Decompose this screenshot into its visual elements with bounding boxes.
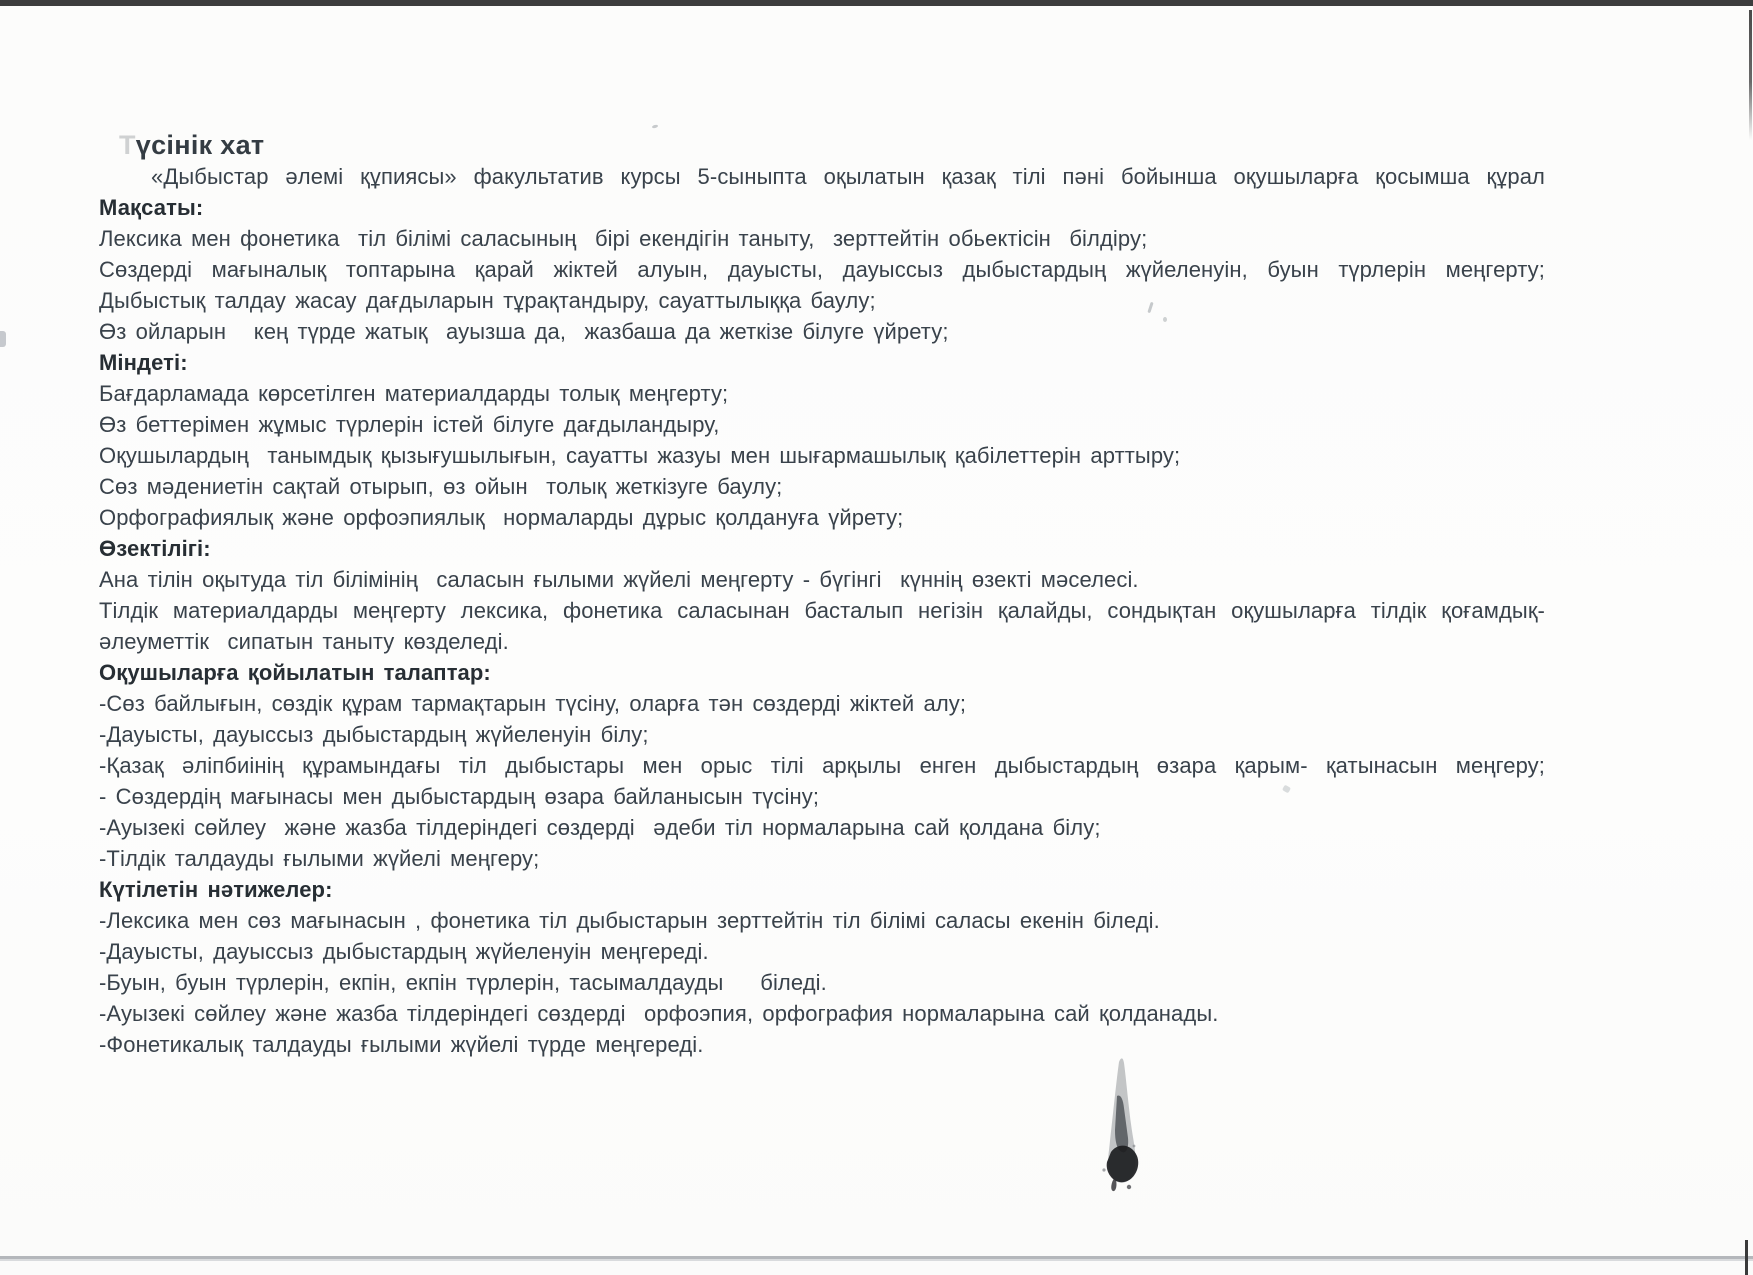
document-title <box>119 128 264 162</box>
text-line: -Тілдік талдауды ғылыми жүйелі меңгеру; <box>99 846 540 871</box>
text-line: Өз ойларын кең түрде жатық ауызша да, жазбаша да жеткізе білуге үйрету; <box>99 319 949 344</box>
section-heading: Мақсаты: <box>99 195 204 220</box>
section-heading: Күтілетін нәтижелер: <box>99 877 333 902</box>
ink-blot <box>1082 1056 1162 1196</box>
section-heading: Міндеті: <box>99 350 188 375</box>
text-line: әлеуметтік сипатын таныту көзделеді. <box>99 629 509 654</box>
text-line: -Қазақ әліпбиінің құрамындағы тіл дыбыстары мен орыс тілі арқылы енген дыбыстардың өзара қарым- қатынасын меңгеру; <box>99 753 1545 778</box>
scan-speck <box>1163 317 1167 322</box>
scanner-edge-right-bottom <box>1745 1240 1748 1275</box>
text-line: - Сөздердің мағынасы мен дыбыстардың өзара байланысын түсіну; <box>99 784 820 809</box>
text-line: «Дыбыстар әлемі құпиясы» факультатив курсы 5-сыныпта оқылатын қазақ тілі пәні бойынша оқушыларға қосымша құрал <box>151 164 1545 189</box>
text-line: Сөз мәдениетін сақтай отырып, өз ойын толық жеткізуге баулу; <box>99 474 783 499</box>
text-line: Тілдік материалдарды меңгерту лексика, фонетика саласынан басталып негізін қалайды, сондықтан оқушыларға тілдік қоғамдық- <box>99 598 1545 623</box>
text-line: -Лексика мен сөз мағынасын , фонетика тіл дыбыстарын зерттейтін тіл білімі саласы екенін біледі. <box>99 908 1160 933</box>
text-line: Сөздерді мағыналық топтарына қарай жіктей алуын, дауысты, дауыссыз дыбыстардың жүйеленуін, буын түрлерін меңгерту; <box>99 257 1545 282</box>
section-heading: Өзектілігі: <box>99 536 211 561</box>
scanner-edge-bottom-shadow <box>0 1259 1753 1261</box>
text-line: -Буын, буын түрлерін, екпін, екпін түрлерін, тасымалдауды біледі. <box>99 970 827 995</box>
text-line: Ана тілін оқытуда тіл білімінің саласын ғылыми жүйелі меңгерту - бүгінгі күннің өзекті мәселесі. <box>99 567 1139 592</box>
text-line: -Фонетикалық талдауды ғылыми жүйелі түрде меңгереді. <box>99 1032 704 1057</box>
scan-speck <box>0 331 6 347</box>
text-line: -Дауысты, дауыссыз дыбыстардың жүйеленуін меңгереді. <box>99 939 709 964</box>
text-line: -Дауысты, дауыссыз дыбыстардың жүйеленуін білу; <box>99 722 649 747</box>
title-text: үсінік хат <box>135 130 265 160</box>
text-line: Лексика мен фонетика тіл білімі саласының бірі екендігін таныту, зерттейтін обьектісін білдіру; <box>99 226 1148 251</box>
document-body <box>99 161 1545 1060</box>
scanner-edge-right-top <box>1749 10 1752 140</box>
scanner-edge-top <box>0 0 1753 6</box>
text-line: -Сөз байлығын, сөздік құрам тармақтарын түсіну, оларға тән сөздерді жіктей алу; <box>99 691 967 716</box>
text-line: Бағдарламада көрсетілген материалдарды толық меңгерту; <box>99 381 729 406</box>
text-line: Орфографиялық және орфоэпиялық нормаларды дұрыс қолдануға үйрету; <box>99 505 904 530</box>
text-line: Дыбыстық талдау жасау дағдыларын тұрақтандыру, сауаттылыққа баулу; <box>99 288 876 313</box>
text-line: Оқушылардың танымдық қызығушылығын, сауатты жазуы мен шығармашылық қабілеттерін арттыру; <box>99 443 1181 468</box>
title-faded-initial: Т <box>119 130 136 160</box>
text-line: -Ауызекі сөйлеу және жазба тілдеріндегі сөздерді әдеби тіл нормаларына сай қолдана білу; <box>99 815 1101 840</box>
text-line: -Ауызекі сөйлеу және жазба тілдеріндегі сөздерді орфоэпия, орфография нормаларына сай қолданады. <box>99 1001 1219 1026</box>
scan-speck <box>652 124 659 128</box>
section-heading: Оқушыларға қойылатын талаптар: <box>99 660 491 685</box>
text-line: Өз беттерімен жұмыс түрлерін істей білуге дағдыландыру, <box>99 412 720 437</box>
